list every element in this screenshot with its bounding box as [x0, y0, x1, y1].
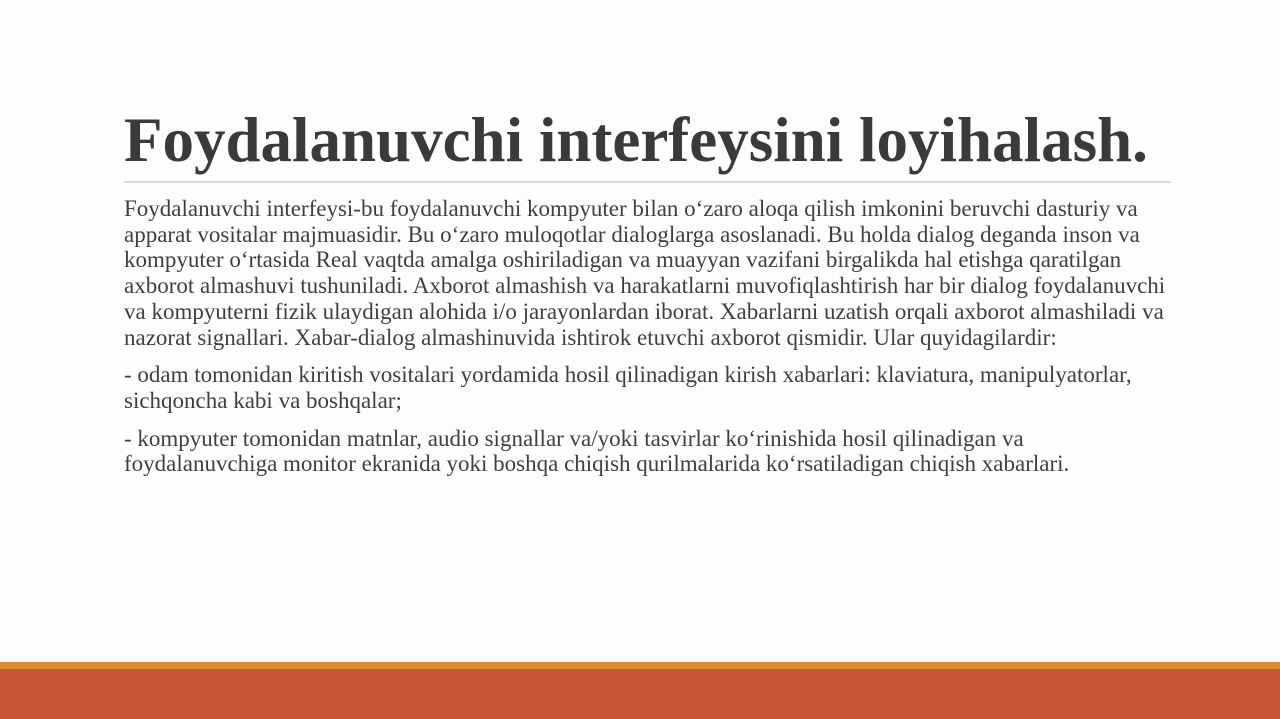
body-paragraph-input-messages: - odam tomonidan kiritish vositalari yordamida hosil qilinadigan kirish xabarlari: klaviatura, manipulyatorlar, sichqoncha kabi va boshqalar;	[124, 362, 1132, 413]
body-paragraph-output-messages: - kompyuter tomonidan matnlar, audio signallar va/yoki tasvirlar ko‘rinishida hosil qilinadigan va foydalanuvchiga monitor ekranida yoki boshqa chiqish qurilmalarida ko‘rsatiladigan chiqish xabarlari.	[124, 425, 1070, 477]
title-divider	[124, 181, 1171, 183]
body-paragraph-definition: Foydalanuvchi interfeysi-bu foydalanuvchi kompyuter bilan o‘zaro aloqa qilish imkonini beruvchi dasturiy va apparat vositalar majmuasidir. Bu o‘zaro muloqotlar dialoglarga asoslanadi. Bu holda dialog deganda inson va kompyuter o‘rtasida Real vaqtda amalga oshiriladigan va muayyan vazifani birgalikda hal etishga qaratilgan axborot almashuvi tushuniladi. Axborot almashish va harakatlarni muvofiqlashtirish har bir dialog foydalanuvchi va kompyuterni fizik ulaydigan alohida i/o jarayonlardan iborat. Xabarlarni uzatish orqali axborot almashiladi va nazorat signallari. Xabar-dialog almashinuvida ishtirok etuvchi axborot qismidir. Ular quyidagilardir:	[124, 196, 1166, 350]
slide-title: Foydalanuvchi interfeysini loyihalash.	[124, 105, 1148, 175]
footer-accent-stripe	[0, 662, 1280, 669]
slide-body	[124, 196, 1174, 489]
footer-bar	[0, 662, 1280, 719]
